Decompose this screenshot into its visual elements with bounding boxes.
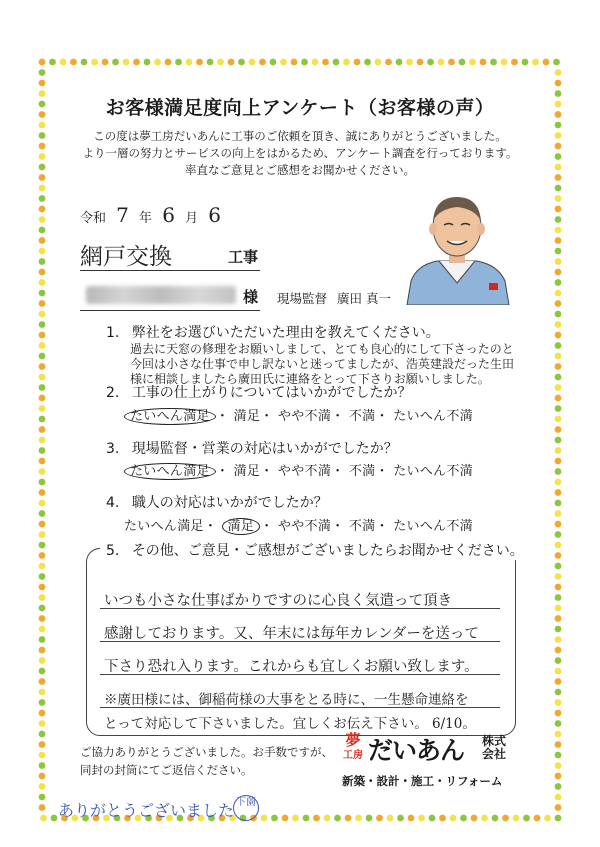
q2-option-satisfied[interactable]: 満足 xyxy=(233,409,261,424)
q2-option-very-dissatisfied[interactable]: たいへん不満 xyxy=(393,409,474,424)
question-4-text: 職人の対応はいかがでしたか？ xyxy=(131,495,328,511)
answer-1-line-2: 今回は小さな仕事で申し訳ないと迷ってましたが、浩英建設だった生田 xyxy=(130,357,515,371)
comment-line-2: 感謝しております。又、年末には毎年カレンダーを送って xyxy=(104,626,479,642)
comment-line-3: 下さり恐れ入ります。これからも宜しくお願い致します。 xyxy=(104,659,479,675)
intro-line-2: より一層の努力とサービスの向上をはかるため、アンケート調査を行っております。 xyxy=(82,146,518,160)
question-5-number: 5. xyxy=(106,543,120,559)
question-3-number: 3. xyxy=(106,441,120,457)
q2-option-very-satisfied[interactable]: たいへん満足 xyxy=(124,408,216,425)
date-month: 6 xyxy=(162,203,175,227)
work-value: 網戸交換 xyxy=(80,244,172,270)
supervisor-avatar xyxy=(395,185,520,305)
intro-line-3: 率直なご意見とご感想をお聞かせください。 xyxy=(185,163,415,177)
question-4-number: 4. xyxy=(106,495,120,511)
question-2-text: 工事の仕上がりについてはいかがでしたか？ xyxy=(131,385,412,401)
redacted-customer-name xyxy=(86,286,236,304)
survey-title: お客様満足度向上アンケート（お客様の声） xyxy=(105,97,495,119)
supervisor-name: 廣田 真一 xyxy=(337,291,391,306)
customer-suffix: 様 xyxy=(242,288,258,306)
question-2-number: 2. xyxy=(106,385,120,401)
supervisor xyxy=(277,289,391,307)
answer-1-line-1: 過去に天窓の修理をお願いしまして、とても良心的にして下さったのと xyxy=(130,342,514,356)
date-year: 7 xyxy=(116,203,129,227)
question-1-text: 弊社をお選びいただいた理由を教えてください。 xyxy=(131,325,440,341)
question-4 xyxy=(106,492,328,512)
question-5 xyxy=(100,540,530,560)
question-3-options: たいへん満足 ・ 満足・ やや不満・ 不満・ たいへん不満 xyxy=(124,460,473,479)
q3-option-very-satisfied[interactable]: たいへん満足 xyxy=(124,463,216,480)
brand-mark: 夢 工房 xyxy=(343,731,363,761)
date-day: 6 xyxy=(208,203,221,227)
comment-line-1: いつも小さな仕事ばかりですのに心良く気遣って頂き xyxy=(104,593,452,609)
brand-logo xyxy=(342,731,522,771)
q3-option-somewhat-dissatisfied[interactable]: やや不満 xyxy=(277,464,332,479)
question-4-options: たいへん満足・ 満足 ・ やや不満・ 不満・ たいへん不満 xyxy=(124,519,474,534)
intro-line-1: この度は夢工房だいあんに工事のご依頼を頂き、誠にありがとうございました。 xyxy=(93,129,507,143)
question-3 xyxy=(106,438,398,458)
question-2 xyxy=(106,382,412,402)
handwritten-thanks-note: ありがとうございました xyxy=(58,801,235,820)
customer-name-field xyxy=(80,280,260,311)
initial-stamp: 下薗 xyxy=(233,795,259,821)
q3-option-satisfied[interactable]: 満足 xyxy=(233,464,261,479)
supervisor-role: 現場監督 xyxy=(277,291,328,306)
q2-option-somewhat-dissatisfied[interactable]: やや不満 xyxy=(277,409,332,424)
question-1-number: 1. xyxy=(106,325,120,341)
date-year-unit: 年 xyxy=(139,211,153,226)
q4-option-somewhat-dissatisfied[interactable]: やや不満 xyxy=(277,519,332,534)
date-field xyxy=(80,203,227,227)
brand-name: だいあん xyxy=(368,736,465,765)
footer-line-2: 同封の封筒にてご返信ください。 xyxy=(80,763,253,777)
date-month-unit: 月 xyxy=(185,211,199,226)
footer-line-1: ご協力ありがとうございました。お手数ですが、 xyxy=(80,745,333,759)
q3-option-dissatisfied[interactable]: 不満 xyxy=(348,464,376,479)
q3-option-very-dissatisfied[interactable]: たいへん不満 xyxy=(393,464,474,479)
q4-option-very-dissatisfied[interactable]: たいへん不満 xyxy=(393,519,474,534)
question-1 xyxy=(106,322,440,342)
answer-1-line-3: 様に相談しましたら廣田氏に連絡をとって下さりお願いしました。 xyxy=(130,372,490,386)
q4-option-very-satisfied[interactable]: たいへん満足 xyxy=(124,519,204,534)
brand-corp: 株式会社 xyxy=(482,734,507,761)
question-5-text: その他、ご意見・ご感想がございましたらお聞かせください。 xyxy=(131,543,524,559)
date-era: 令和 xyxy=(80,211,107,226)
q2-option-dissatisfied[interactable]: 不満 xyxy=(348,409,376,424)
brand-tagline: 新築・設計・施工・リフォーム xyxy=(342,774,503,788)
work-field xyxy=(80,236,260,271)
q4-option-dissatisfied[interactable]: 不満 xyxy=(348,519,376,534)
work-label: 工事 xyxy=(227,248,258,266)
comment-line-4: ※廣田様には、御稲荷様の大事をとる時に、一生懸命連絡を xyxy=(104,692,469,708)
comment-line-5: とって対応して下さいました。宜しくお伝え下さい。 6/10。 xyxy=(104,716,476,732)
question-2-options: たいへん満足 ・ 満足・ やや不満・ 不満・ たいへん不満 xyxy=(124,405,473,424)
q4-option-satisfied[interactable]: 満足 xyxy=(222,518,261,535)
question-3-text: 現場監督・営業の対応はいかがでしたか？ xyxy=(131,441,398,457)
